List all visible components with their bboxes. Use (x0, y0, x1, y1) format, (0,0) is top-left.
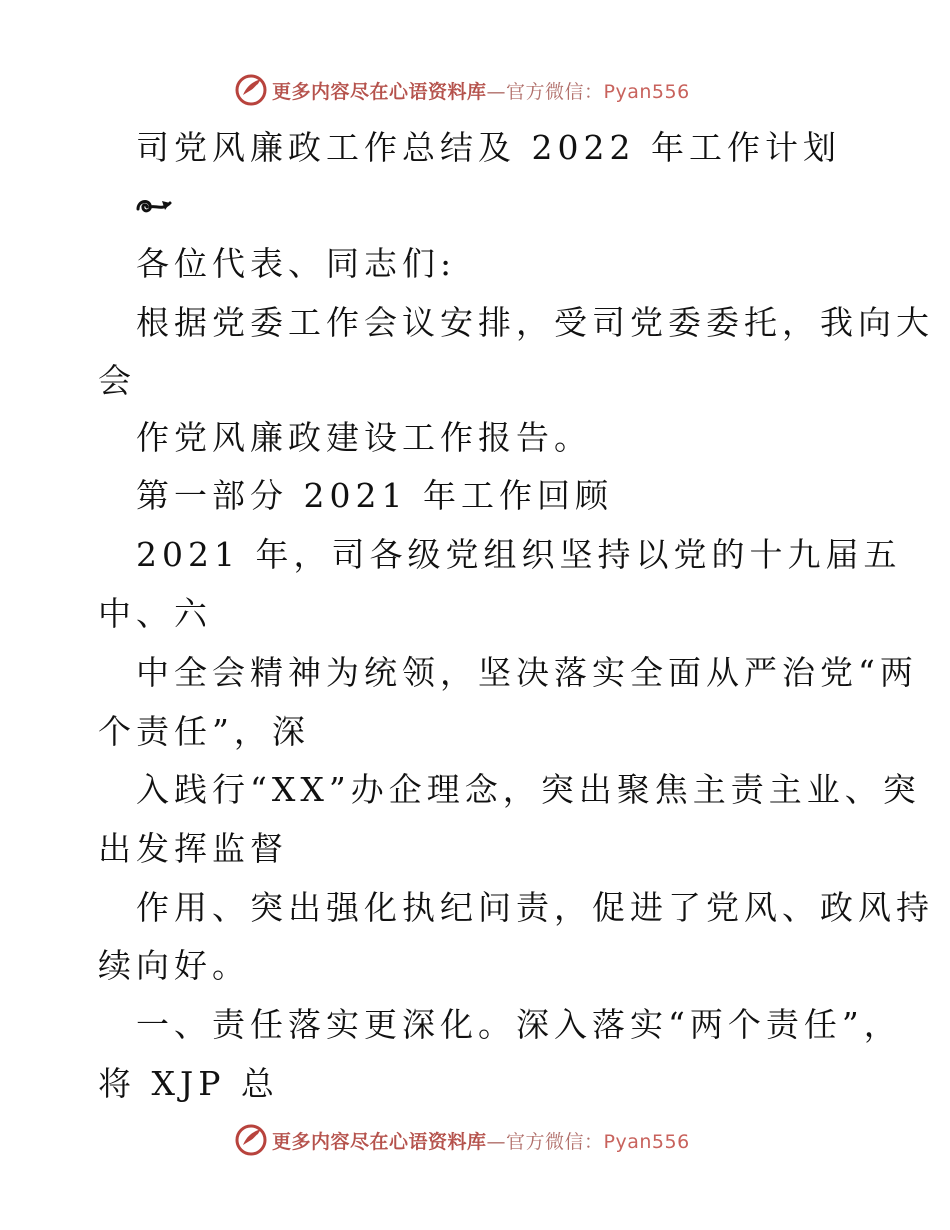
paragraph-line: 中全会精神为统领，坚决落实全面从严治党“两 (136, 653, 918, 692)
paragraph-line: 将 XJP 总 (98, 1064, 279, 1103)
paragraph-line: 续向好。 (98, 946, 250, 985)
watermark-main: 更多内容尽在心语资料库 (272, 80, 487, 103)
brand-logo-icon (234, 1123, 268, 1157)
greeting-line: 各位代表、同志们: (136, 244, 457, 283)
paragraph-line: 根据党委工作会议安排，受司党委委托，我向大 (136, 303, 934, 342)
watermark-wechat-id: Pyan556 (603, 80, 690, 103)
paragraph-line: 作用、突出强化执纪问责，促进了党风、政风持 (136, 888, 934, 927)
document-title: 司党风廉政工作总结及 2022 年工作计划 (136, 128, 841, 167)
watermark-footer (234, 1122, 754, 1158)
scroll-ornament-icon (134, 193, 174, 219)
paragraph-line: 个责任”，深 (98, 712, 310, 751)
watermark-separator: —官方微信： (486, 80, 604, 103)
paragraph-line: 会 (98, 361, 136, 400)
watermark-text (272, 1127, 690, 1154)
paragraph-line: 2021 年，司各级党组织坚持以党的十九届五 (136, 535, 902, 574)
paragraph-line: 中、六 (98, 594, 212, 633)
watermark-wechat-id: Pyan556 (603, 1130, 690, 1153)
section-heading: 第一部分 2021 年工作回顾 (136, 476, 613, 515)
paragraph-line: 出发挥监督 (98, 829, 288, 868)
paragraph-line: 作党风廉政建设工作报告。 (136, 418, 592, 457)
watermark-main: 更多内容尽在心语资料库 (272, 1130, 487, 1153)
paragraph-line: 入践行“XX”办企理念，突出聚焦主责主业、突 (136, 770, 921, 809)
watermark-separator: —官方微信： (486, 1130, 604, 1153)
paragraph-line: 一、责任落实更深化。深入落实“两个责任”， (136, 1005, 902, 1044)
